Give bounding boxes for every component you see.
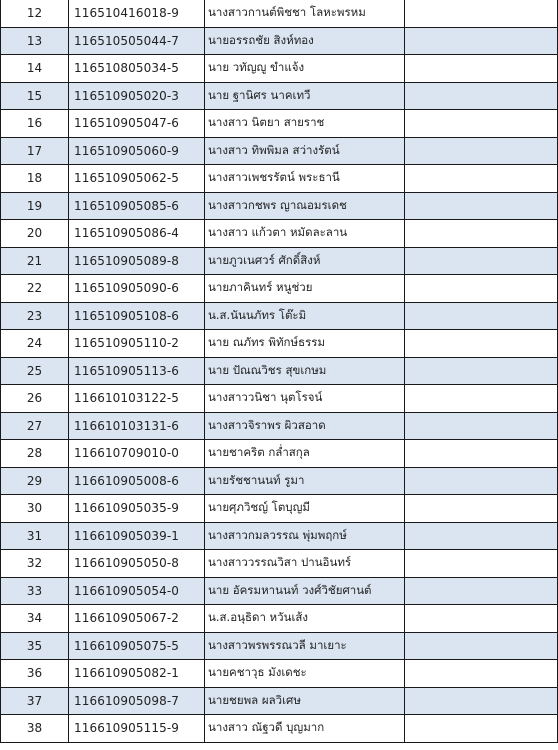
student-id-cell: 116610905115-9 [69,715,205,743]
table-row [1,495,558,523]
table-row [1,412,558,440]
student-name-cell: นางสาววรรณวิสา ปานอินทร์ [205,550,405,578]
student-name-cell: นายรัชชานนท์ รูมา [205,467,405,495]
row-number-cell: 30 [1,495,69,523]
blank-cell [405,330,558,358]
student-id-cell: 116510905090-6 [69,275,205,303]
row-number-cell: 31 [1,522,69,550]
student-name-cell: นายอรรถชัย สิงห์ทอง [205,27,405,55]
table-row [1,632,558,660]
student-id-cell: 116610905050-8 [69,550,205,578]
row-number-cell: 28 [1,440,69,468]
student-id-cell: 116510905113-6 [69,357,205,385]
student-name-cell: นางสาว ทิพพิมล สว่างรัตน์ [205,137,405,165]
blank-cell [405,440,558,468]
student-name-cell: นาย อัครมหานนท์ วงศ์วิชัยศานต์ [205,577,405,605]
table-row [1,275,558,303]
student-name-cell: นางสาววนิชา นุตโรจน์ [205,385,405,413]
blank-cell [405,550,558,578]
row-number-cell: 18 [1,165,69,193]
student-id-cell: 116610905075-5 [69,632,205,660]
table-row [1,687,558,715]
table-row [1,165,558,193]
student-name-cell: นางสาวจิราพร ผิวสอาด [205,412,405,440]
student-id-cell: 116610103131-6 [69,412,205,440]
student-id-cell: 116610905008-6 [69,467,205,495]
student-id-cell: 116510905110-2 [69,330,205,358]
row-number-cell: 13 [1,27,69,55]
blank-cell [405,55,558,83]
student-id-cell: 116610905035-9 [69,495,205,523]
student-id-cell: 116510416018-9 [69,0,205,27]
table-row [1,605,558,633]
row-number-cell: 25 [1,357,69,385]
blank-cell [405,495,558,523]
student-name-cell: นายชาคริต กล่ำสกุล [205,440,405,468]
student-name-cell: น.ส.นันนภัทร โต๊ะมิ [205,302,405,330]
student-name-cell: นาย ณภัทร พิทักษ์ธรรม [205,330,405,358]
student-id-cell: 116510505044-7 [69,27,205,55]
student-name-cell: นายคชาวุธ มังเดชะ [205,660,405,688]
student-name-cell: นางสาวพรพรรณวลี มาเยาะ [205,632,405,660]
student-name-cell: นายศุภวิชญ์ โตบุญมี [205,495,405,523]
blank-cell [405,605,558,633]
student-name-cell: นาย วทัญญู ขำแจ้ง [205,55,405,83]
student-id-cell: 116610905054-0 [69,577,205,605]
blank-cell [405,632,558,660]
row-number-cell: 38 [1,715,69,743]
student-id-cell: 116610103122-5 [69,385,205,413]
student-name-cell: นางสาว แก้วตา หมัดละลาน [205,220,405,248]
row-number-cell: 29 [1,467,69,495]
blank-cell [405,82,558,110]
student-name-cell: นางสาว ณัฐวดี บุญมาก [205,715,405,743]
blank-cell [405,137,558,165]
row-number-cell: 17 [1,137,69,165]
row-number-cell: 19 [1,192,69,220]
row-number-cell: 26 [1,385,69,413]
row-number-cell: 16 [1,110,69,138]
table-row [1,522,558,550]
table-row [1,27,558,55]
student-name-cell: น.ส.อนุธิดา หวันเส้ง [205,605,405,633]
table-row [1,137,558,165]
row-number-cell: 20 [1,220,69,248]
row-number-cell: 35 [1,632,69,660]
student-name-cell: นายภูวเนศวร์ ศักดิ์สิงห์ [205,247,405,275]
row-number-cell: 36 [1,660,69,688]
table-row [1,577,558,605]
row-number-cell: 23 [1,302,69,330]
row-number-cell: 14 [1,55,69,83]
table-row [1,247,558,275]
student-id-cell: 116510905089-8 [69,247,205,275]
student-id-cell: 116610905082-1 [69,660,205,688]
table-row [1,220,558,248]
student-id-cell: 116610905098-7 [69,687,205,715]
table-row [1,302,558,330]
row-number-cell: 34 [1,605,69,633]
blank-cell [405,522,558,550]
row-number-cell: 22 [1,275,69,303]
student-name-cell: นายชยพล ผลวิเศษ [205,687,405,715]
blank-cell [405,27,558,55]
student-id-cell: 116510805034-5 [69,55,205,83]
blank-cell [405,247,558,275]
student-name-cell: นางสาวกมลวรรณ พุ่มพฤกษ์ [205,522,405,550]
row-number-cell: 32 [1,550,69,578]
table-row [1,82,558,110]
student-id-cell: 116510905020-3 [69,82,205,110]
row-number-cell: 27 [1,412,69,440]
roster-body [1,0,558,742]
table-row [1,715,558,743]
blank-cell [405,357,558,385]
table-row [1,660,558,688]
blank-cell [405,715,558,743]
blank-cell [405,275,558,303]
table-row [1,440,558,468]
blank-cell [405,220,558,248]
row-number-cell: 21 [1,247,69,275]
table-row [1,110,558,138]
blank-cell [405,192,558,220]
student-id-cell: 116610905039-1 [69,522,205,550]
row-number-cell: 24 [1,330,69,358]
row-number-cell: 33 [1,577,69,605]
student-id-cell: 116510905047-6 [69,110,205,138]
blank-cell [405,385,558,413]
student-name-cell: นายภาคินทร์ หนูช่วย [205,275,405,303]
student-id-cell: 116510905060-9 [69,137,205,165]
blank-cell [405,0,558,27]
row-number-cell: 37 [1,687,69,715]
student-name-cell: นางสาว นิตยา สายราช [205,110,405,138]
table-row [1,385,558,413]
student-name-cell: นางสาวกชพร ญาณอมรเดช [205,192,405,220]
blank-cell [405,110,558,138]
table-row [1,0,558,27]
student-name-cell: นาย ปัณณวิชร สุขเกษม [205,357,405,385]
table-row [1,467,558,495]
table-row [1,55,558,83]
table-row [1,550,558,578]
blank-cell [405,302,558,330]
student-name-cell: นาย ฐานิศร นาคเทวี [205,82,405,110]
student-id-cell: 116510905086-4 [69,220,205,248]
student-id-cell: 116610709010-0 [69,440,205,468]
blank-cell [405,412,558,440]
student-id-cell: 116510905108-6 [69,302,205,330]
student-id-cell: 116610905067-2 [69,605,205,633]
blank-cell [405,467,558,495]
table-row [1,192,558,220]
blank-cell [405,660,558,688]
student-name-cell: นางสาวกานต์พิชชา โลหะพรหม [205,0,405,27]
row-number-cell: 12 [1,0,69,27]
table-row [1,330,558,358]
blank-cell [405,165,558,193]
student-name-cell: นางสาวเพชรรัตน์ พระธานี [205,165,405,193]
student-id-cell: 116510905085-6 [69,192,205,220]
blank-cell [405,577,558,605]
blank-cell [405,687,558,715]
table-row [1,357,558,385]
row-number-cell: 15 [1,82,69,110]
student-id-cell: 116510905062-5 [69,165,205,193]
